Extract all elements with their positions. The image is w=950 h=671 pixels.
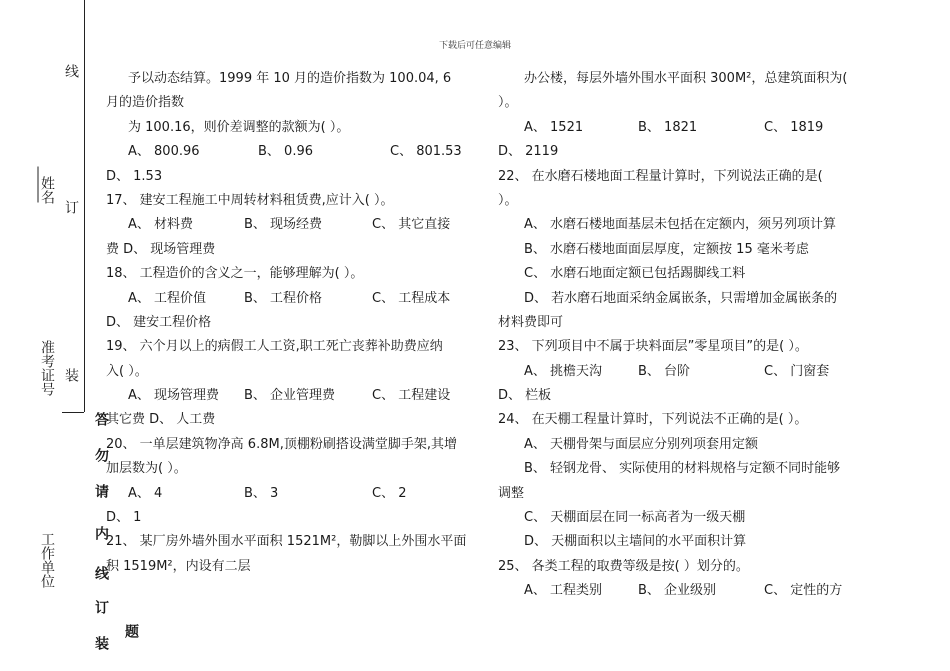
question-text: D、 2119 <box>498 144 559 160</box>
question-text: A、 水磨石楼地面基层未包括在定额内，须另列项计算 <box>524 217 837 233</box>
option-text: B、 企业管理费 <box>244 388 336 404</box>
question-text: 21、 某厂房外墙外围水平面积 1521M²，勒脚以上外围水平面 <box>106 534 467 550</box>
question-text: 24、 在天棚工程量计算时，下列说法不正确的是( ）。 <box>498 412 808 428</box>
question-text: 入( ）。 <box>106 363 148 379</box>
question-text: 20、 一单层建筑物净高 6.8M,顶棚粉刷搭设满堂脚手架,其增 <box>106 436 457 452</box>
option-text: C、 工程建设 <box>372 388 451 404</box>
option-text: C、 门窗套 <box>764 363 830 379</box>
option-text: A、 800.96 <box>128 144 200 160</box>
question-text: D、 栏板 <box>498 388 552 404</box>
warn-char-7: 装 <box>93 636 109 650</box>
exam-no-label: 准考证号 <box>39 340 55 396</box>
option-text: B、 工程价格 <box>244 290 323 306</box>
warn-char-1: 答 <box>93 412 109 426</box>
question-text: D、 若水磨石地面采纳金属嵌条，只需增加金属嵌条的 <box>524 290 838 306</box>
option-text: B、 1821 <box>638 119 698 135</box>
question-text: D、 1 <box>106 510 142 526</box>
option-text: B、 现场经费 <box>244 217 323 233</box>
option-text: C、 2 <box>372 485 407 501</box>
name-line <box>38 167 39 203</box>
margin-zhuang: 装 <box>63 368 79 382</box>
question-text: 费 D、 现场管理费 <box>106 241 216 257</box>
question-text: 月的造价指数 <box>106 95 185 111</box>
option-text: C、 1819 <box>764 119 824 135</box>
warn-ti: 题 <box>123 624 139 638</box>
option-text: B、 3 <box>244 485 279 501</box>
question-text: B、 水磨石楼地面面层厚度，定额按 15 毫米考虑 <box>524 241 809 257</box>
question-text: 22、 在水磨石楼地面工程量计算时，下列说法正确的是( <box>498 168 823 184</box>
question-text: ）。 <box>498 192 518 208</box>
question-text: D、 天棚面积以主墙间的水平面积计算 <box>524 534 747 550</box>
warn-char-4: 内 <box>93 526 109 540</box>
option-text: A、 挑檐天沟 <box>524 363 603 379</box>
warn-char-6: 订 <box>93 600 109 614</box>
question-text: A、 天棚骨架与面层应分别列项套用定额 <box>524 436 759 452</box>
option-text: A、 材料费 <box>128 217 194 233</box>
question-text: 积 1519M²，内设有二层 <box>106 558 251 574</box>
binding-line <box>84 0 85 412</box>
question-text: 18、 工程造价的含义之一，能够理解为( ）。 <box>106 266 364 282</box>
question-text: 19、 六个月以上的病假工人工资,职工死亡丧葬补助费应纳 <box>106 339 443 355</box>
option-text: C、 其它直接 <box>372 217 451 233</box>
margin-ding: 订 <box>63 200 79 214</box>
option-text: C、 工程成本 <box>372 290 451 306</box>
question-text: B、 轻钢龙骨、 实际使用的材料规格与定额不同时能够 <box>524 461 841 477</box>
option-text: A、 工程类别 <box>524 583 603 599</box>
warn-char-2: 勿 <box>93 448 109 462</box>
question-text: 25、 各类工程的取费等级是按( ）划分的。 <box>498 558 749 574</box>
option-text: A、 现场管理费 <box>128 388 220 404</box>
question-text: C、 水磨石地面定额已包括踢脚线工料 <box>524 266 746 282</box>
option-text: C、 801.53 <box>390 144 462 160</box>
question-text: C、 天棚面层在同一标高者为一级天棚 <box>524 510 746 526</box>
option-text: A、 1521 <box>524 119 584 135</box>
question-text: 材料费即可 <box>498 314 564 330</box>
unit-label: 工作单位 <box>39 532 55 588</box>
question-text: 17、 建安工程施工中周转材料租赁费,应计入( ）。 <box>106 192 394 208</box>
option-text: C、 定性的方 <box>764 583 843 599</box>
option-text: B、 企业级别 <box>638 583 717 599</box>
name-label: 姓名 <box>39 176 55 204</box>
question-text: 为 100.16，则价差调整的款额为( ）。 <box>128 119 350 135</box>
option-text: A、 工程价值 <box>128 290 207 306</box>
question-text: 办公楼，每层外墙外围水平面积 300M²，总建筑面积为( <box>524 70 848 86</box>
question-text: 加层数为( ）。 <box>106 461 187 477</box>
question-text: ）。 <box>498 95 518 111</box>
warn-char-3: 请 <box>93 484 109 498</box>
question-text: 予以动态结算。1999 年 10 月的造价指数为 100.04, 6 <box>128 70 452 86</box>
option-text: B、 0.96 <box>258 144 313 160</box>
question-text: D、 建安工程价格 <box>106 314 212 330</box>
question-text: 其它费 D、 人工费 <box>106 412 216 428</box>
option-text: B、 台阶 <box>638 363 691 379</box>
question-text: 调整 <box>498 485 525 501</box>
margin-xian: 线 <box>63 64 79 78</box>
margin-tick <box>62 412 84 413</box>
warn-char-5: 线 <box>93 566 109 580</box>
page-header-note: 下载后可任意编辑 <box>438 41 511 51</box>
question-text: D、 1.53 <box>106 168 163 184</box>
question-text: 23、 下列项目中不属于块料面层”零星项目”的是( ）。 <box>498 339 808 355</box>
option-text: A、 4 <box>128 485 163 501</box>
